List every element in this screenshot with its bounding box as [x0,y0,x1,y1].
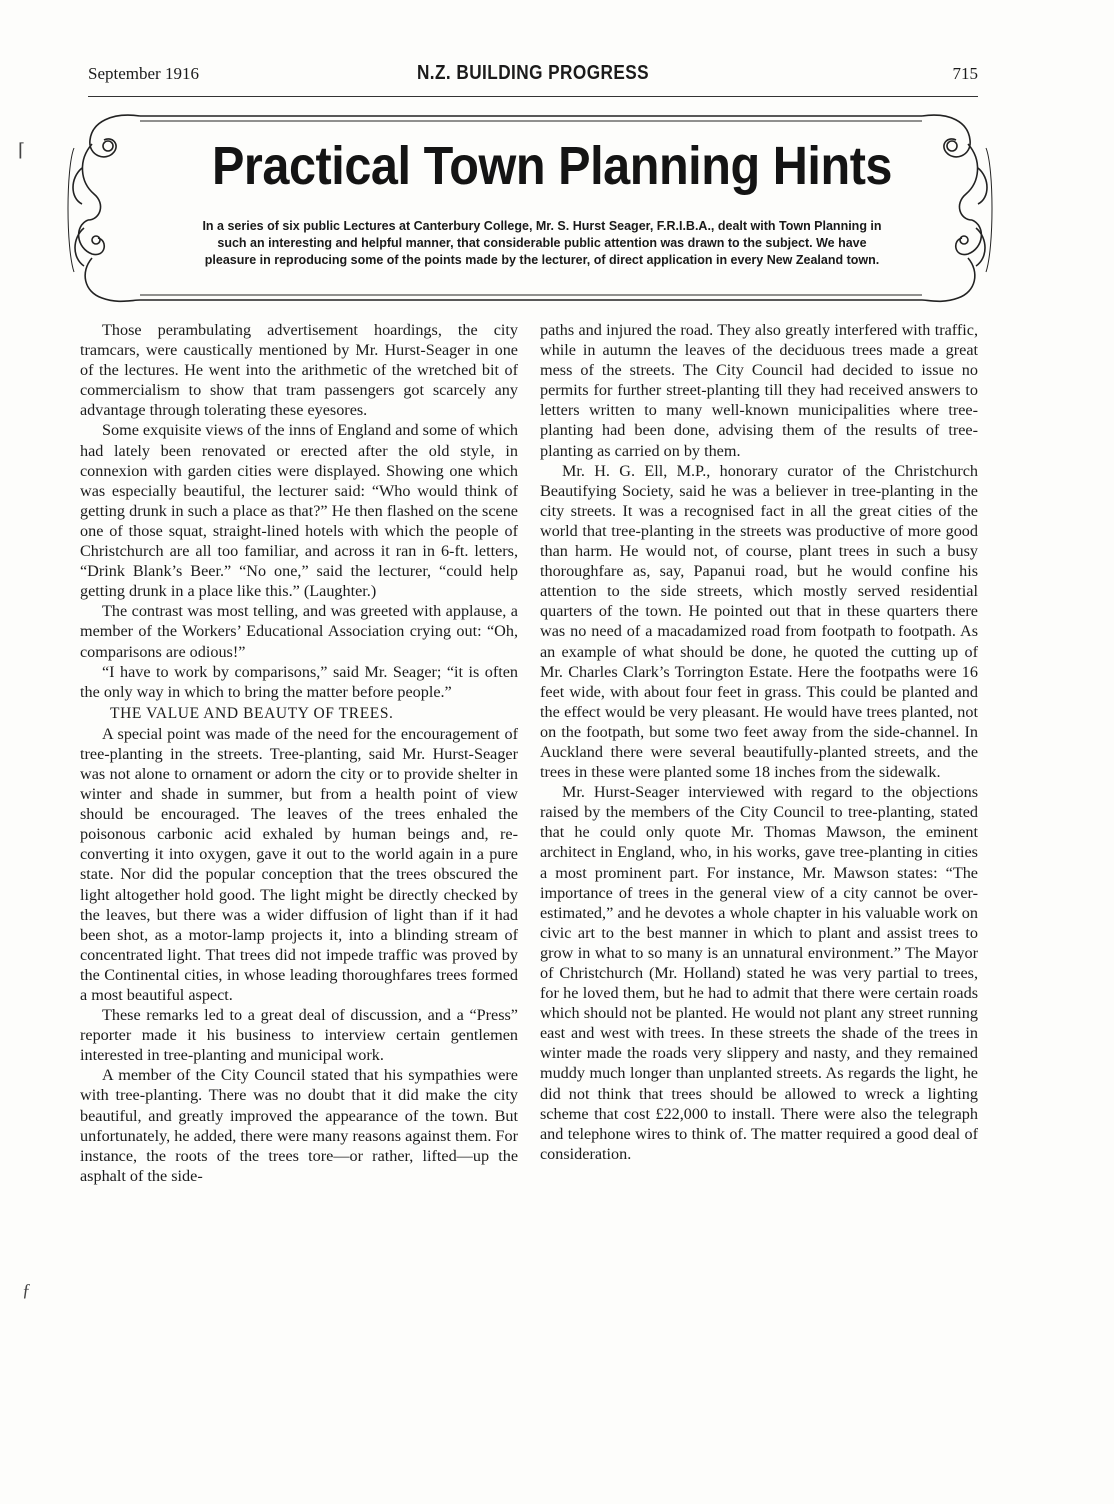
paragraph: A member of the City Council stated that his sympathies were with tree-planting. There was no doubt that it did make the city beautiful, and greatly improved the appearance of the town. But unfortunately, he added, there were many reasons against them. For instance, the roots of the trees tore—or rather, lifted—up the asphalt of the side- [80,1066,518,1185]
issue-date: September 1916 [88,64,199,83]
paragraph: “I have to work by comparisons,” said Mr. Seager; “it is often the only way in which to bring the matter before people.” [80,662,518,701]
paragraph: These remarks led to a great deal of discussion, and a “Press” reporter made it his business to interview certain gentlemen interested in tree-planting and municipal work. [80,1006,518,1065]
margin-scribble-icon: ƒ [22,1280,31,1300]
page-number: 715 [952,64,978,83]
left-column [80,320,518,1186]
right-column [540,320,978,1164]
paragraph: Mr. Hurst-Seager interviewed with regard to the objections raised by the members of the City Council to tree-planting, stated that he could only quote Mr. Thomas Mawson, the eminent architect in England, who, in his works, gave tree-planting in cities a most prominent part. For instance, Mr. Mawson states: “The importance of trees in the general view of a city cannot be over-estimated,” and he devotes a whole chapter in his valuable work on civic art to the best manner in which to plant and assist trees to grow in what to so many is an unnatural environment.” The Mayor of Christchurch (Mr. Holland) stated he was very partial to trees, for he loved them, but he had to admit that there were certain roads which should not be planted. He would not plant any street running east and west with trees. In these streets the shade of the trees in winter made the roads very slippery and nasty, and they remained muddy much longer than unplanted streets. As regards the light, he did not think that trees should be allowed to wreck a lighting scheme that cost £22,000 to install. There were also the telegraph and telephone wires to think of. The matter required a good deal of consideration. [540,783,978,1163]
publication-title: N.Z. BUILDING PROGRESS [416,62,650,84]
running-head [88,62,978,94]
paragraph: The contrast was most telling, and was greeted with applause, a member of the Workers’ Educational Association crying out: “Oh, comparisons are odious!” [80,602,518,661]
margin-scribble-icon: ⌈ [18,140,26,160]
header-rule [88,96,978,97]
title-banner [62,108,997,313]
paragraph: Some exquisite views of the inns of England and some of which had lately been renovated or erected after the old style, in connexion with garden cities were displayed. Showing one which was especially beautiful, the lecturer said: “Who would think of getting drunk in such a place as that?” He then flashed on the scene one of those squat, straight-lined hotels with which the people of Christchurch are all too familiar, and across it ran in 6-ft. letters, “Drink Blank’s Beer.” “No one,” said the lecturer, “could help getting drunk in a place like this.” (Laughter.) [80,421,518,601]
paragraph: Those perambulating advertisement hoardings, the city tramcars, were caustically mentioned by Mr. Hurst-Seager in one of the lectures. He went into the arithmetic of the wretched bit of commercialism to show that tram passengers got scarcely any advantage through tolerating these eyesores. [80,321,518,420]
section-heading: THE VALUE AND BEAUTY OF TREES. [110,704,394,722]
article-intro: In a series of six public Lectures at Canterbury College, Mr. S. Hurst Seager, F.R.I.B.A., dealt with Town Planning in such an interesting and helpful manner, that considerable public attention was drawn to the subject. We have pleasure in reproducing some of the points made by the lecturer, of direct application in every New Zealand town. [202,219,882,267]
paragraph: Mr. H. G. Ell, M.P., honorary curator of the Christchurch Beautifying Society, said he was a believer in tree-planting in the city streets. It was a recognised fact in all the great cities of the world that tree-planting in the streets was productive of more good than harm. He would not, of course, plant trees in such a busy thoroughfare as, say, Papanui road, but he would confine his attention to the side streets, which mostly served residential quarters of the town. He pointed out that in these quarters there was no need of a macadamized road from footpath to footpath. As an example of what should be done, he quoted the cutting up of Mr. Charles Clark’s Torrington Estate. Here the footpaths were 16 feet wide, with about four feet in grass. This could be planted and the effect would be very pleasant. He would have trees planted, not on the footpath, but some two feet away from the side-channel. In Auckland there were several beautifully-planted streets, and the trees in these were planted some 18 inches from the sidewalk. [540,461,978,782]
article-title: Practical Town Planning Hints [211,136,893,196]
paragraph: A special point was made of the need for the encouragement of tree-planting in the streets. Tree-planting, said Mr. Hurst-Seager was not alone to ornament or adorn the city or to provide shelter in winter and shade in summer, but from a health point of view should be encouraged. The leaves of the trees enhaled the poisonous carbonic acid exhaled by human beings and, re-converting it into oxygen, gave it out to the world again in a pure state. Nor did the popular conception that the trees obscured the light altogether hold good. The light might be directly checked by the leaves, but there was a wider diffusion of light than if it had been shot, as a motor-lamp projects it, into a blinding stream of concentrated light. That trees did not impede traffic was proved by the Continental cities, in whose leading thoroughfares trees formed a most beautiful aspect. [80,724,518,1004]
paragraph-continuation: paths and injured the road. They also greatly interfered with traffic, while in autumn the leaves of the deciduous trees made a great mess of the streets. The City Council had decided to issue no permits for further street-planting till they had received answers to letters written to many well-known municipalities where tree-planting had been done, advising them of the results of tree-planting as carried on by them. [540,321,978,460]
